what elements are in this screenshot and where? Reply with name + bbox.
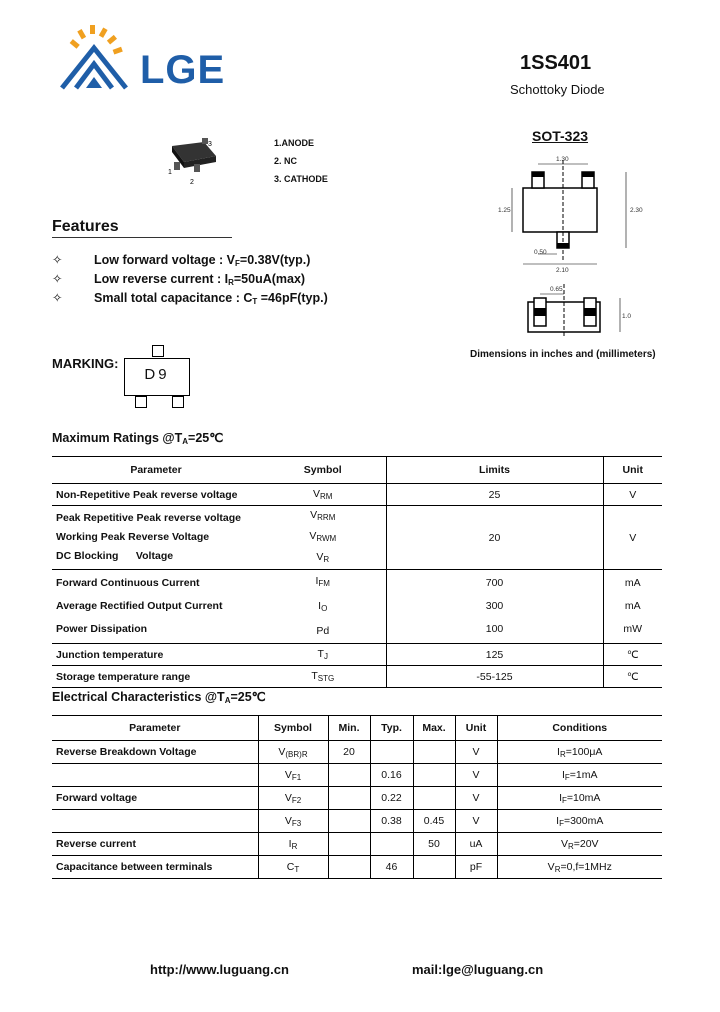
electrical-characteristics-table	[52, 715, 662, 879]
feature-item: ✧ Small total capacitance : $C_T =46pF(typ.)$	[52, 291, 328, 306]
pin-label: 3. CATHODE	[274, 174, 328, 184]
dimension-caption: Dimensions in inches and (millimeters)	[470, 349, 656, 360]
pin-label: 2. NC	[274, 156, 298, 166]
footer-website-link[interactable]: http://www.luguang.cn	[150, 962, 289, 977]
features-heading: Features	[52, 218, 119, 235]
max-ratings-table	[52, 456, 662, 688]
feature-item: ✧ Low forward voltage : $V_F=0.38V(typ.)$	[52, 253, 311, 268]
marking-pin	[135, 396, 147, 408]
feature-item: ✧ Low reverse current : $I_R=50uA(\max)$	[52, 272, 306, 287]
col-header: Typ.	[370, 716, 413, 741]
marking-pin	[152, 345, 164, 357]
table-row: Capacitance between terminals $C_T$ 46 pF $V_R=0,f=1MHz$	[52, 856, 662, 879]
marking-label: MARKING:	[52, 356, 119, 371]
part-subtitle: Schottoky Diode	[510, 82, 605, 97]
marking-pin	[172, 396, 184, 408]
table-row: Forward voltage $V_{F2}$ 0.22 V $I_F=10mA$	[52, 787, 662, 810]
table-row: Storage temperature range $T_{STG}$ -55-125 ℃	[52, 666, 662, 688]
features-divider	[52, 237, 232, 238]
table-row: Junction temperature $T_J$ 125 ℃	[52, 644, 662, 666]
col-header: Unit	[455, 716, 497, 741]
col-header: Parameter	[52, 457, 260, 484]
package-title: SOT-323	[532, 128, 589, 144]
dim-label: 1.0	[622, 313, 632, 320]
col-header: Symbol	[260, 457, 386, 484]
lge-logo	[58, 22, 136, 94]
pin-number-3: 3	[208, 141, 212, 148]
dim-label: 2.10	[556, 267, 569, 274]
dim-label: 2.30	[630, 207, 643, 214]
dim-label: 1.30	[556, 156, 569, 163]
marking-code: D9	[144, 366, 170, 383]
part-number: 1SS401	[520, 52, 592, 74]
elec-char-title: Electrical Characteristics $@T_A=25℃$	[52, 690, 266, 705]
table-row: Reverse Breakdown Voltage $V_{(BR)R}$ 20 V $I_R=100\mu A$	[52, 741, 662, 764]
table-row: $V_{F3}$ 0.38 0.45 V $I_F=300mA$	[52, 810, 662, 833]
col-header: Limits	[386, 457, 603, 484]
col-header: Symbol	[258, 716, 328, 741]
pin-list	[274, 134, 328, 188]
pin-number-2: 2	[190, 179, 194, 186]
table-row: Reverse current $I_R$ 50 uA $V_R=20V$	[52, 833, 662, 856]
max-ratings-title: Maximum Ratings $@T_A=25℃$	[52, 431, 224, 446]
col-header: Parameter	[52, 716, 258, 741]
table-row: Peak Repetitive Peak reverse voltage Working Peak Reverse Voltage DC Blocking Voltage $V_{RRM}$ $V_{RWM}$ $V_R$ 20 V	[52, 506, 662, 570]
pin-number-1: 1	[168, 169, 172, 176]
brand-name: LGE	[140, 48, 226, 92]
pin-label: 1.ANODE	[274, 138, 315, 148]
col-header: Conditions	[497, 716, 662, 741]
dim-label: 0.50	[534, 249, 547, 256]
col-header: Max.	[413, 716, 455, 741]
dim-label: 0.65	[550, 286, 563, 293]
col-header: Min.	[328, 716, 370, 741]
table-row: Non-Repetitive Peak reverse voltage $V_{RM}$ 25 V	[52, 484, 662, 506]
dim-label: 1.25	[498, 207, 511, 214]
footer-email-link[interactable]: mail:lge@luguang.cn	[412, 962, 544, 977]
table-row: $V_{F1}$ 0.16 V $I_F=1mA$	[52, 764, 662, 787]
package-dimension-drawing	[490, 150, 643, 340]
package-sketch	[160, 134, 230, 190]
col-header: Unit	[603, 457, 662, 484]
table-row: Forward Continuous Current Average Rectified Output Current Power Dissipation $I_{FM}$ $I_O$ Pd 700 300 100 mA mA mW	[52, 570, 662, 644]
